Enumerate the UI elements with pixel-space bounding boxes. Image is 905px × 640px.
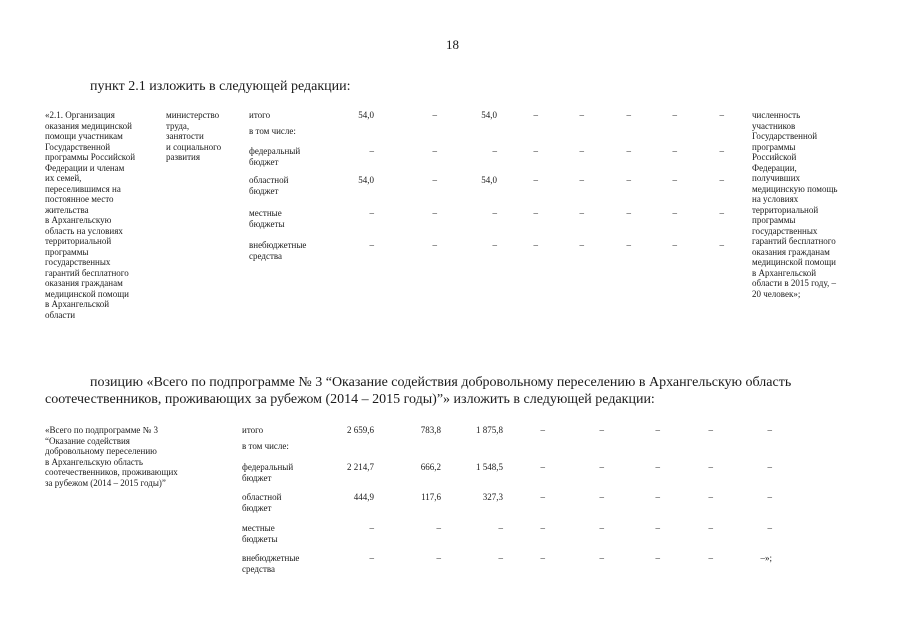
table-cell: – — [498, 553, 503, 563]
table-cell: – — [432, 175, 437, 185]
table-cell: – — [626, 240, 631, 250]
table-cell: – — [672, 175, 677, 185]
table-cell: – — [533, 240, 538, 250]
row-label: внебюджетные средства — [242, 553, 300, 574]
row-label: федеральный бюджет — [249, 146, 301, 167]
row-label: федеральный бюджет — [242, 462, 294, 483]
table-cell: – — [579, 146, 584, 156]
section1-measure-name: «2.1. Организация оказания медицинской помощи участникам Государственной программы Российской Федерации и членам их семей, переселившимся на постоянное место жительства в Архангельскую область на условиях территориальной программы государственных гарантий бесплатного оказания гражданам медицинской помощи в Архангельской области — [45, 110, 136, 320]
table-cell: 2 214,7 — [347, 462, 374, 472]
page-number: 18 — [446, 37, 459, 52]
table-cell: – — [540, 425, 545, 435]
table-cell: 1 875,8 — [476, 425, 503, 435]
table-cell: – — [579, 240, 584, 250]
table-cell: – — [533, 208, 538, 218]
table-cell: – — [767, 523, 772, 533]
table-cell: 783,8 — [420, 425, 441, 435]
table-cell: 54,0 — [358, 175, 374, 185]
table-cell: – — [719, 175, 724, 185]
section2-subprogram-name: «Всего по подпрограмме № 3 “Оказание содействия добровольному переселению в Архангельскую область соотечественников, проживающих за рубежом (2014 – 2015 годы)” — [45, 425, 178, 488]
table-cell: – — [708, 425, 713, 435]
table-cell: – — [369, 240, 374, 250]
table-cell: – — [767, 492, 772, 502]
table-cell: – — [533, 146, 538, 156]
table-cell: – — [599, 553, 604, 563]
section2-heading: позицию «Всего по подпрограмме № 3 “Оказание содействия добровольному переселению в Архангельскую область соотечественников, проживающих за рубежом (2014 – 2015 годы)”» изложить в следующей редакции: — [45, 375, 792, 407]
row-label: итого — [249, 110, 271, 120]
table-cell: – — [432, 240, 437, 250]
table-cell: – — [672, 240, 677, 250]
table-cell: 54,0 — [481, 110, 497, 120]
row-label: внебюджетные средства — [249, 240, 307, 261]
section1-result: численность участников Государственной программы Российской Федерации, получивших медицинскую помощь на условиях территориальной программы государственных гарантий бесплатного оказания гражданам медицинской помощи в Архангельской области в 2015 году, – 20 человек»; — [752, 110, 838, 299]
table-cell: – — [655, 492, 660, 502]
table-cell: – — [626, 175, 631, 185]
table-cell: – — [626, 208, 631, 218]
row-label: областной бюджет — [242, 492, 282, 513]
table-cell: – — [533, 175, 538, 185]
table-cell: – — [436, 553, 441, 563]
table-cell: 54,0 — [481, 175, 497, 185]
row-label: областной бюджет — [249, 175, 289, 196]
table-cell: – — [708, 492, 713, 502]
table-cell: – — [369, 146, 374, 156]
table-cell: – — [492, 146, 497, 156]
table-cell: – — [369, 553, 374, 563]
table-cell: – — [767, 462, 772, 472]
row-label: в том числе: — [249, 126, 296, 136]
table-cell: – — [599, 492, 604, 502]
table-cell: – — [719, 110, 724, 120]
table-cell: – — [432, 146, 437, 156]
table-cell: – — [672, 110, 677, 120]
table-cell: – — [655, 523, 660, 533]
table-cell: – — [708, 462, 713, 472]
table-cell: – — [579, 208, 584, 218]
table-cell: – — [719, 208, 724, 218]
table-cell: – — [540, 462, 545, 472]
table-cell: – — [767, 425, 772, 435]
row-label: местные бюджеты — [242, 523, 278, 544]
table-cell: – — [579, 175, 584, 185]
table-cell: – — [540, 523, 545, 533]
table-cell: – — [498, 523, 503, 533]
table-cell: 444,9 — [353, 492, 374, 502]
table-cell: – — [655, 553, 660, 563]
table-cell: –»; — [760, 553, 772, 563]
table-cell: 1 548,5 — [476, 462, 503, 472]
table-cell: – — [540, 492, 545, 502]
table-cell: 2 659,6 — [347, 425, 374, 435]
table-cell: – — [579, 110, 584, 120]
row-label: в том числе: — [242, 441, 289, 451]
table-cell: – — [369, 208, 374, 218]
table-cell: – — [369, 523, 374, 533]
table-cell: – — [492, 240, 497, 250]
table-cell: – — [655, 425, 660, 435]
table-cell: – — [432, 208, 437, 218]
table-cell: – — [719, 146, 724, 156]
row-label: местные бюджеты — [249, 208, 285, 229]
table-cell: – — [599, 523, 604, 533]
table-cell: 666,2 — [420, 462, 441, 472]
table-cell: – — [540, 553, 545, 563]
table-cell: – — [708, 553, 713, 563]
table-cell: – — [492, 208, 497, 218]
row-label: итого — [242, 425, 264, 435]
table-cell: – — [432, 110, 437, 120]
table-cell: – — [599, 462, 604, 472]
table-cell: 54,0 — [358, 110, 374, 120]
section1-executor: министерство труда, занятости и социального развития — [166, 110, 222, 162]
table-cell: – — [599, 425, 604, 435]
table-cell: 117,6 — [421, 492, 441, 502]
table-cell: – — [533, 110, 538, 120]
table-cell: – — [655, 462, 660, 472]
table-cell: – — [626, 110, 631, 120]
table-cell: – — [719, 240, 724, 250]
table-cell: – — [708, 523, 713, 533]
section1-heading: пункт 2.1 изложить в следующей редакции: — [90, 79, 351, 94]
table-cell: – — [672, 146, 677, 156]
table-cell: 327,3 — [482, 492, 503, 502]
table-cell: – — [626, 146, 631, 156]
table-cell: – — [672, 208, 677, 218]
table-cell: – — [436, 523, 441, 533]
